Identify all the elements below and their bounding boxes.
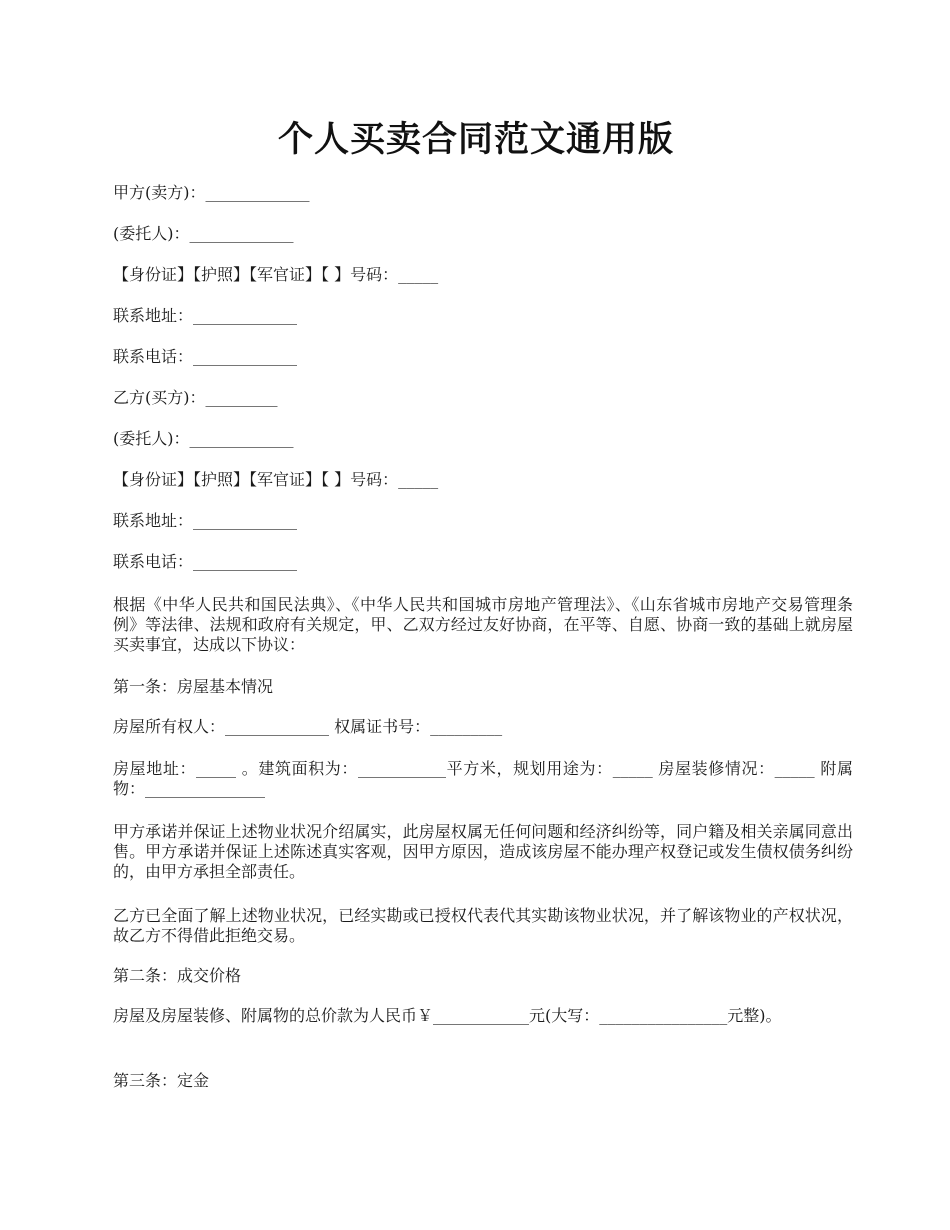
buyer-party-line: 乙方(买方)：_________ xyxy=(113,388,278,407)
article-1-heading: 第一条：房屋基本情况 xyxy=(113,677,274,696)
seller-agent-line: (委托人)：_____________ xyxy=(113,224,294,243)
seller-party-line: 甲方(卖方)：_____________ xyxy=(113,183,310,202)
buyer-acknowledgement-paragraph: 乙方已全面了解上述物业状况，已经实勘或已授权代表代其实勘该物业状况，并了解该物业的产权状况，故乙方不得借此拒绝交易。 xyxy=(113,906,853,945)
seller-guarantee-paragraph: 甲方承诺并保证上述物业状况介绍属实，此房屋权属无任何问题和经济纠纷等，同户籍及相关亲属同意出售。甲方承诺并保证上述陈述真实客观，因甲方原因，造成该房屋不能办理产权登记或发生债权债务纠纷的，由甲方承担全部责任。 xyxy=(113,822,853,881)
price-paragraph: 房屋及房屋装修、附属物的总价款为人民币￥____________元(大写：________________元整)。 xyxy=(113,1006,782,1025)
buyer-phone-line: 联系电话：_____________ xyxy=(113,552,298,571)
seller-address-line: 联系地址：_____________ xyxy=(113,306,298,325)
buyer-agent-line: (委托人)：_____________ xyxy=(113,429,294,448)
preamble-paragraph: 根据《中华人民共和国民法典》、《中华人民共和国城市房地产管理法》、《山东省城市房地产交易管理条例》等法律、法规和政府有关规定，甲、乙双方经过友好协商，在平等、自愿、协商一致的基础上就房屋买卖事宜，达成以下协议： xyxy=(113,595,853,654)
seller-phone-line: 联系电话：_____________ xyxy=(113,347,298,366)
article-3-heading: 第三条：定金 xyxy=(113,1071,210,1090)
buyer-address-line: 联系地址：_____________ xyxy=(113,511,298,530)
buyer-id-line: 【身份证】【护照】【军官证】【 】号码：_____ xyxy=(113,470,439,489)
property-details-paragraph: 房屋地址：_____ 。建筑面积为：___________平方米，规划用途为：_____ 房屋装修情况：_____ 附属物：_______________ xyxy=(113,759,853,798)
seller-id-line: 【身份证】【护照】【军官证】【 】号码：_____ xyxy=(113,265,439,284)
page-title: 个人买卖合同范文通用版 xyxy=(277,119,674,160)
article-2-heading: 第二条：成交价格 xyxy=(113,966,242,985)
owner-certificate-line: 房屋所有权人：_____________ 权属证书号：_________ xyxy=(113,717,503,736)
